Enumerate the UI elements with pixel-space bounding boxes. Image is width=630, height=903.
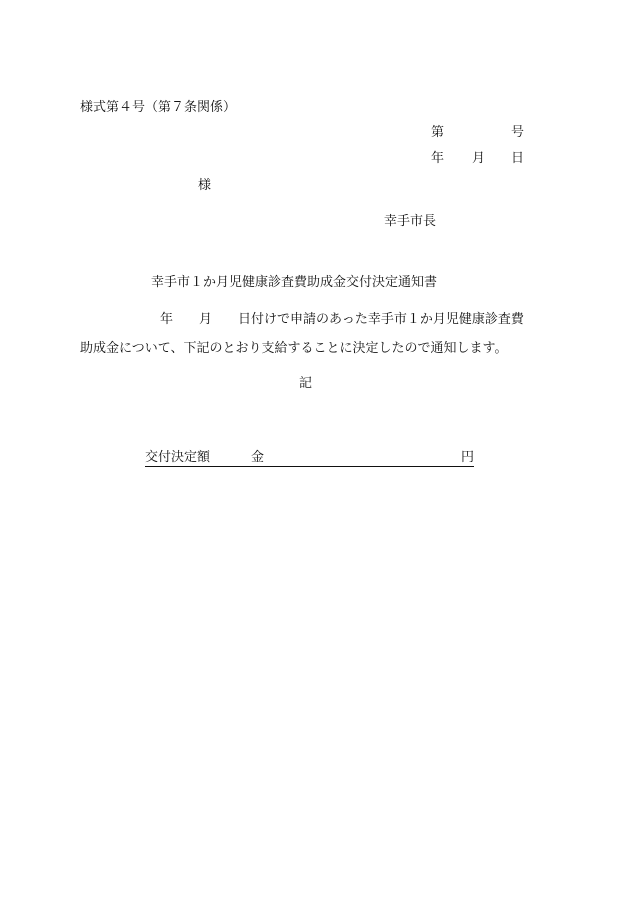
recipient-honorific: 様	[198, 178, 212, 193]
issue-date-day: 日	[511, 151, 525, 166]
body-text-line-2: 助成金について、下記のとおり支給することに決定したので通知します。	[80, 341, 508, 356]
document-number-prefix: 第	[431, 125, 445, 140]
notice-title: 幸手市１か月児健康診査費助成金交付決定通知書	[151, 275, 438, 290]
grant-amount-yen: 円	[460, 450, 474, 465]
issue-date-year: 年	[431, 151, 445, 166]
grant-amount-row	[145, 450, 474, 467]
ki-heading: 記	[299, 376, 313, 391]
application-date-month: 月	[199, 312, 213, 327]
body-text-line-1: 日付けで申請のあった幸手市１か月児健康診査費	[238, 312, 524, 327]
grant-amount-label: 交付決定額	[145, 450, 211, 465]
sender-name: 幸手市長	[384, 214, 437, 229]
document-number-suffix: 号	[511, 125, 525, 140]
application-date-year: 年	[160, 312, 174, 327]
grant-amount-kin: 金	[251, 450, 265, 465]
issue-date-month: 月	[472, 151, 486, 166]
form-number: 様式第４号（第７条関係）	[80, 100, 237, 115]
